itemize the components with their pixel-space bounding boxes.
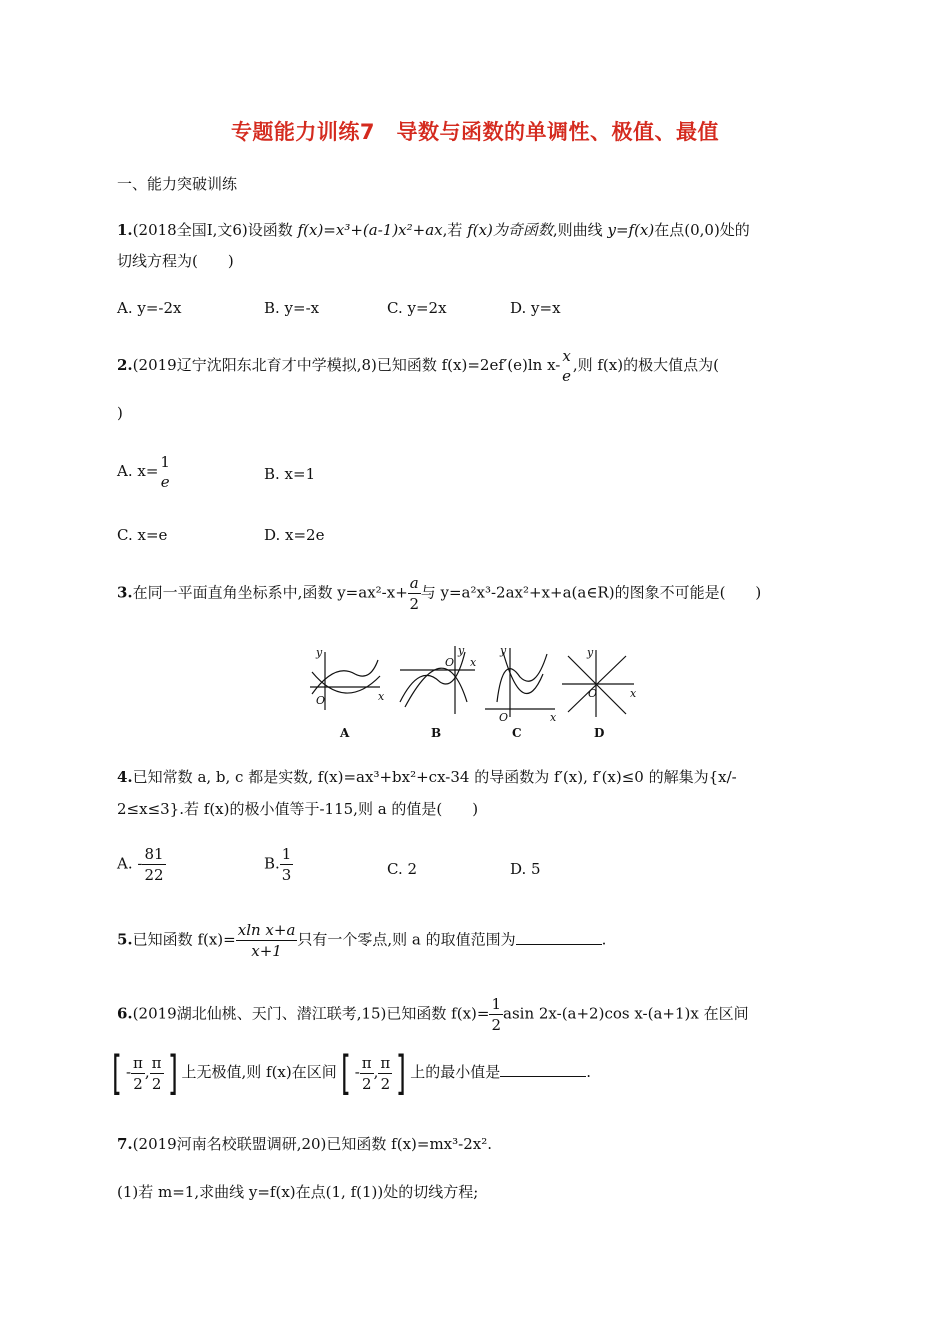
question-7-part-1: (1)若 m=1,求曲线 y=f(x)在点(1, f(1))处的切线方程;	[117, 1183, 479, 1201]
right-bracket: ]	[396, 1046, 407, 1100]
question-2-line-1: 2.(2019辽宁沈阳东北育才中学模拟,8)已知函数 f(x)=2ef′(e)ln x- x e ,则 f(x)的极大值点为(	[117, 347, 719, 385]
fraction: $\frac{\pi}{2}$	[361, 1053, 372, 1093]
graph-b	[400, 644, 477, 714]
question-number: 1.	[117, 221, 133, 239]
option-d: D. y=x	[510, 299, 561, 317]
option-b: B. $\frac{1}{3}$	[264, 845, 292, 884]
parabola-curve	[312, 672, 380, 693]
question-5: 5.已知函数 f(x)= $\frac{\text{xln x+a}}{x+1}$ 只有一个零点,则 a 的取值范围为 .	[117, 921, 607, 960]
option-a: A. - $\frac{81}{22}$	[117, 845, 164, 884]
fraction: $\frac{1}{3}$	[281, 845, 292, 884]
svg-text:x: x	[550, 711, 557, 722]
right-bracket: ]	[167, 1046, 178, 1100]
graph-d	[562, 646, 637, 717]
fraction: $\frac{\pi}{2}$	[133, 1053, 143, 1093]
y-label: y	[316, 646, 323, 659]
question-1-line-1: 1.(2018全国Ⅰ,文6)设函数 f(x)=x³+(a-1)x²+ax,若 f(x)为奇函数,则曲线 y=f(x)在点(0,0)处的	[117, 221, 750, 239]
option-a: A. x= 1 e	[117, 453, 170, 491]
graph-figures	[300, 642, 650, 722]
fraction: x e	[562, 347, 572, 385]
question-2-line-2: )	[117, 404, 123, 422]
svg-text:x: x	[470, 656, 477, 669]
figure-label-b: B	[431, 726, 442, 740]
option-a: A. y=-2x	[117, 299, 182, 317]
figure-label-d: D	[594, 726, 605, 740]
option-d: D. 5	[510, 860, 541, 878]
question-3-line-1: 3.在同一平面直角坐标系中,函数 y=ax²-x+ $\frac{a}{2}$ 与 y=a²x³-2ax²+x+a(a∈R)的图象不可能是( )	[117, 574, 762, 613]
option-d: D. x=2e	[264, 526, 325, 544]
fraction: $\frac{81}{22}$	[144, 845, 164, 884]
graph-a	[310, 646, 385, 710]
svg-text:O: O	[499, 711, 509, 722]
question-6-line-1: 6.(2019湖北仙桃、天门、潜江联考,15)已知函数 f(x)= $\frac{1}{2}$ asin 2x-(a+2)cos x-(a+1)x 在区间	[117, 995, 749, 1034]
svg-text:x: x	[630, 687, 637, 700]
graph-c	[485, 644, 557, 722]
question-4-line-1: 4.已知常数 a, b, c 都是实数, f(x)=ax³+bx²+cx-34 的导函数为 f′(x), f′(x)≤0 的解集为{x/-	[117, 768, 737, 786]
option-c: C. 2	[387, 860, 418, 878]
parabola-curve	[503, 652, 543, 694]
question-4-line-2: 2≤x≤3}.若 f(x)的极小值等于-115,则 a 的值是( )	[117, 800, 479, 818]
fraction: $\frac{\pi}{2}$	[380, 1053, 391, 1093]
figure-label-a: A	[340, 726, 350, 740]
origin-label: O	[316, 694, 326, 707]
question-1-line-2: 切线方程为( )	[117, 252, 234, 270]
fraction: $\frac{\pi}{2}$	[151, 1053, 162, 1093]
svg-text:y: y	[458, 644, 465, 657]
left-bracket: [	[340, 1046, 351, 1100]
cubic-curve	[312, 660, 378, 694]
answer-blank[interactable]	[516, 930, 602, 945]
x-label: x	[378, 690, 385, 703]
question-7: 7.(2019河南名校联盟调研,20)已知函数 f(x)=mx³-2x².	[117, 1135, 493, 1153]
option-c: C. y=2x	[387, 299, 447, 317]
option-b: B. x=1	[264, 465, 316, 483]
fraction: $\frac{\text{xln x+a}}{x+1}$	[237, 921, 296, 960]
svg-text:O: O	[445, 656, 455, 669]
section-heading: 一、能力突破训练	[117, 175, 238, 193]
question-6-line-2: [ - $\frac{\pi}{2}$ , $\frac{\pi}{2}$ ] 上无极值,则 f(x)在区间[ - $\frac{\pi}{2}$ , $\frac{\pi}{2}$ ] 上的最小值是 .	[112, 1046, 592, 1100]
fraction: 1 e	[160, 453, 170, 491]
answer-blank[interactable]	[500, 1062, 586, 1077]
option-b: B. y=-x	[264, 299, 320, 317]
svg-text:O: O	[588, 687, 598, 700]
fraction: $\frac{1}{2}$	[491, 995, 502, 1034]
left-bracket: [	[112, 1046, 122, 1100]
figure-label-c: C	[512, 726, 522, 740]
svg-text:y: y	[587, 646, 594, 659]
svg-text:y: y	[500, 644, 507, 657]
cubic-curve	[497, 654, 547, 702]
fraction: $\frac{a}{2}$	[409, 574, 420, 613]
page-title: 专题能力训练7 导数与函数的单调性、极值、最值	[230, 120, 720, 144]
option-c: C. x=e	[117, 526, 168, 544]
